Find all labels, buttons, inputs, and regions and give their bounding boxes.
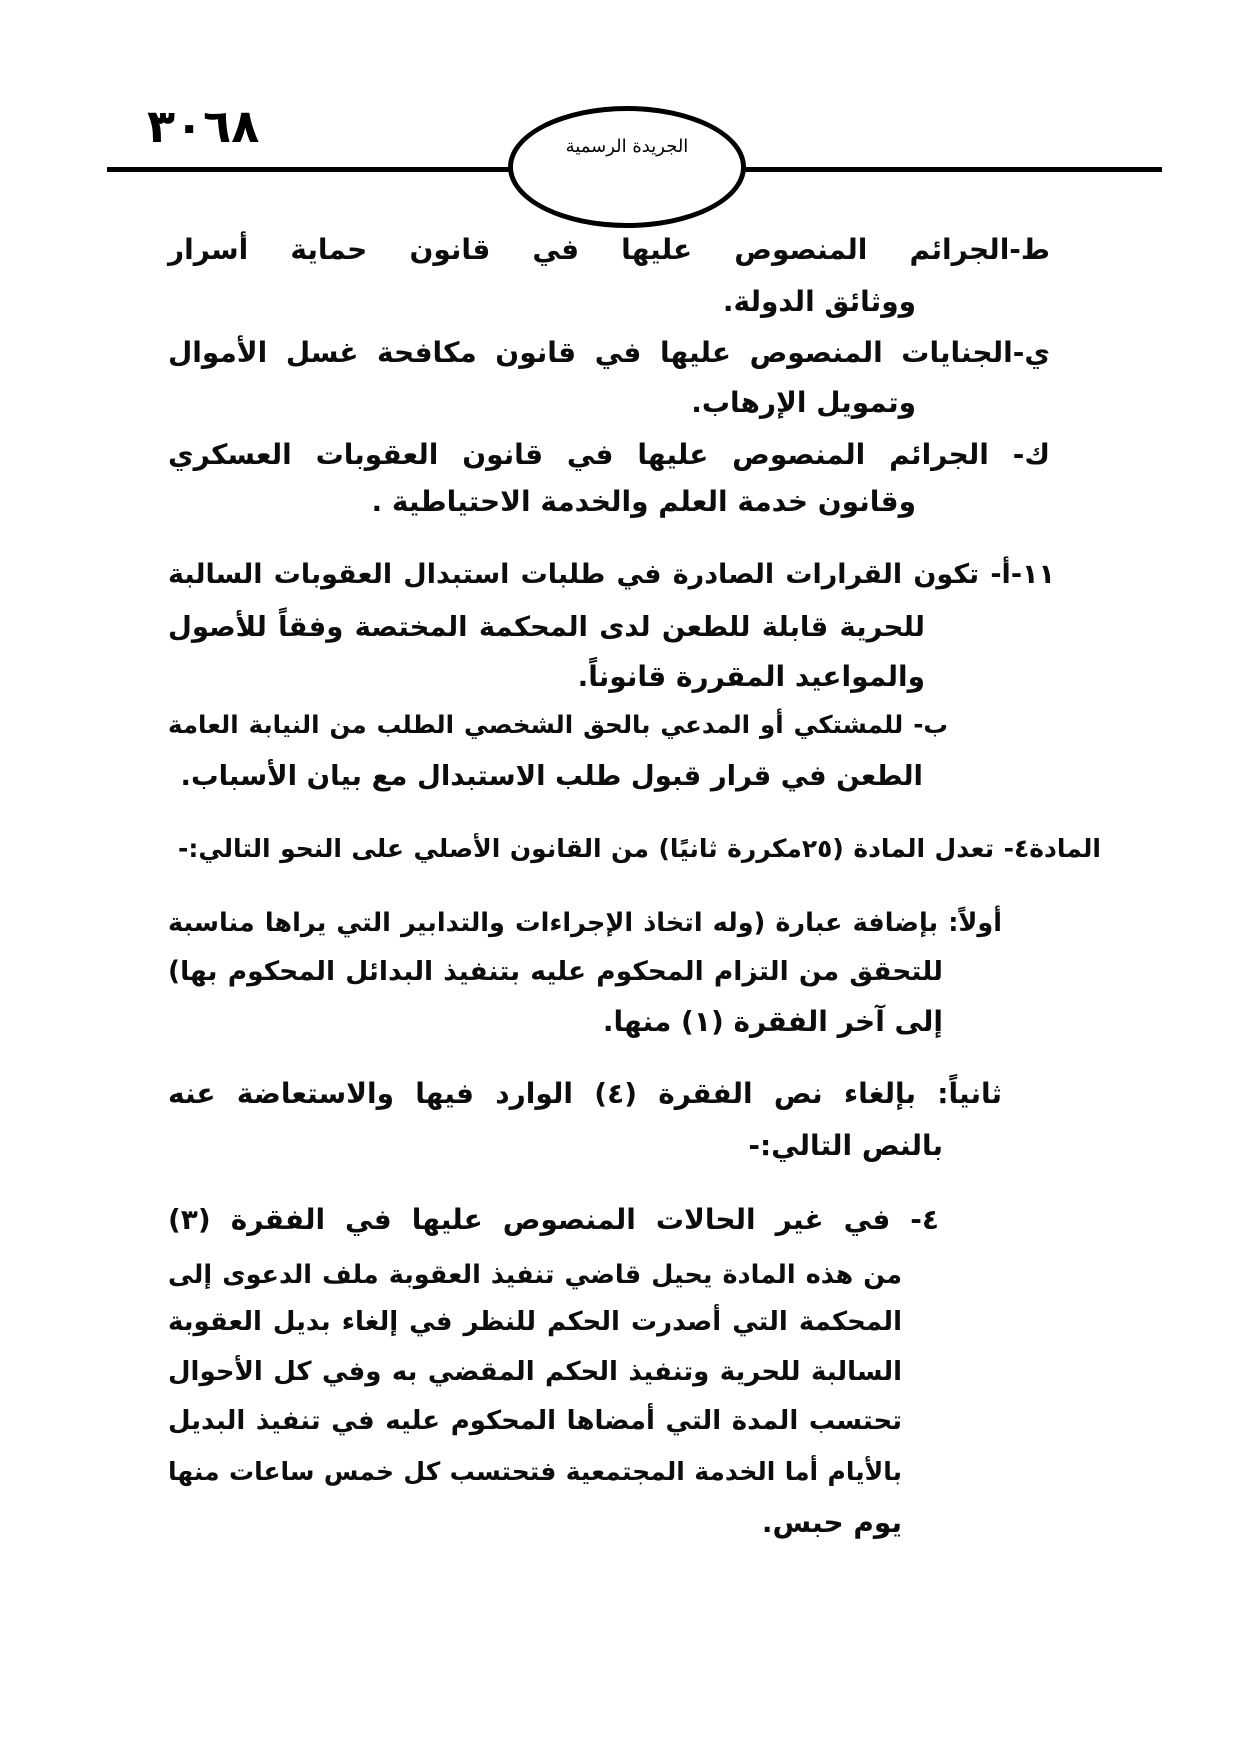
clause-kaf-line-1: ك- الجرائم المنصوص عليها في قانون العقوبات العسكري: [168, 438, 1050, 471]
item-11-b-line-1: ب- للمشتكي أو المدعي بالحق الشخصي الطلب من النيابة العامة: [168, 710, 948, 739]
gazette-title-oval: [508, 106, 746, 228]
paragraph-4-line-6: بالأيام أما الخدمة المجتمعية فتحتسب كل خمس ساعات منها: [168, 1457, 902, 1486]
article-4-first-line-2: للتحقق من التزام المحكوم عليه بتنفيذ البدائل المحكوم بها): [168, 956, 943, 987]
paragraph-4-line-7: يوم حبس.: [761, 1506, 902, 1539]
clause-ta-line-1: ط-الجرائم المنصوص عليها في قانون حماية أسرار: [168, 233, 1050, 266]
paragraph-4-line-3: المحكمة التي أصدرت الحكم للنظر في إلغاء بديل العقوبة: [168, 1307, 902, 1337]
article-4-first-line-3: إلى آخر الفقرة (١) منها.: [602, 1005, 943, 1038]
item-11-b-line-2: الطعن في قرار قبول طلب الاستبدال مع بيان الأسباب.: [180, 760, 923, 792]
article-4-heading-line: المادة٤- تعدل المادة (٢٥مكررة ثانيًا) من القانون الأصلي على النحو التالي:-: [178, 834, 1101, 863]
article-4-second-line-2: بالنص التالي:-: [748, 1129, 943, 1162]
clause-ta-line-2: ووثائق الدولة.: [722, 285, 916, 318]
paragraph-4-line-2: من هذه المادة يحيل قاضي تنفيذ العقوبة ملف الدعوى إلى: [168, 1260, 902, 1290]
item-11-a-line-1: ١١-أ- تكون القرارات الصادرة في طلبات استبدال العقوبات السالبة: [168, 559, 1055, 590]
clause-ya-line-2: وتمويل الإرهاب.: [691, 386, 916, 419]
page-number: ٣٠٦٨: [147, 99, 260, 153]
paragraph-4-line-1: ٤- في غير الحالات المنصوص عليها في الفقرة (٣): [168, 1203, 939, 1236]
paragraph-4-line-4: السالبة للحرية وتنفيذ الحكم المقضي به وفي كل الأحوال: [168, 1357, 902, 1387]
article-4-second-line-1: ثانياً: بإلغاء نص الفقرة (٤) الوارد فيها والاستعاضة عنه: [168, 1077, 1002, 1110]
item-11-a-line-2: للحرية قابلة للطعن لدى المحكمة المختصة وفقاً للأصول: [168, 611, 925, 643]
paragraph-4-line-5: تحتسب المدة التي أمضاها المحكوم عليه في تنفيذ البديل: [168, 1406, 902, 1436]
clause-kaf-line-2: وقانون خدمة العلم والخدمة الاحتياطية .: [371, 485, 916, 518]
item-11-a-line-3: والمواعيد المقررة قانوناً.: [577, 660, 925, 693]
clause-ya-line-1: ي-الجنايات المنصوص عليها في قانون مكافحة غسل الأموال: [168, 336, 1050, 369]
gazette-title: الجريدة الرسمية: [565, 136, 689, 157]
article-4-first-line-1: أولاً: بإضافة عبارة (وله اتخاذ الإجراءات والتدابير التي يراها مناسبة: [168, 908, 1002, 938]
